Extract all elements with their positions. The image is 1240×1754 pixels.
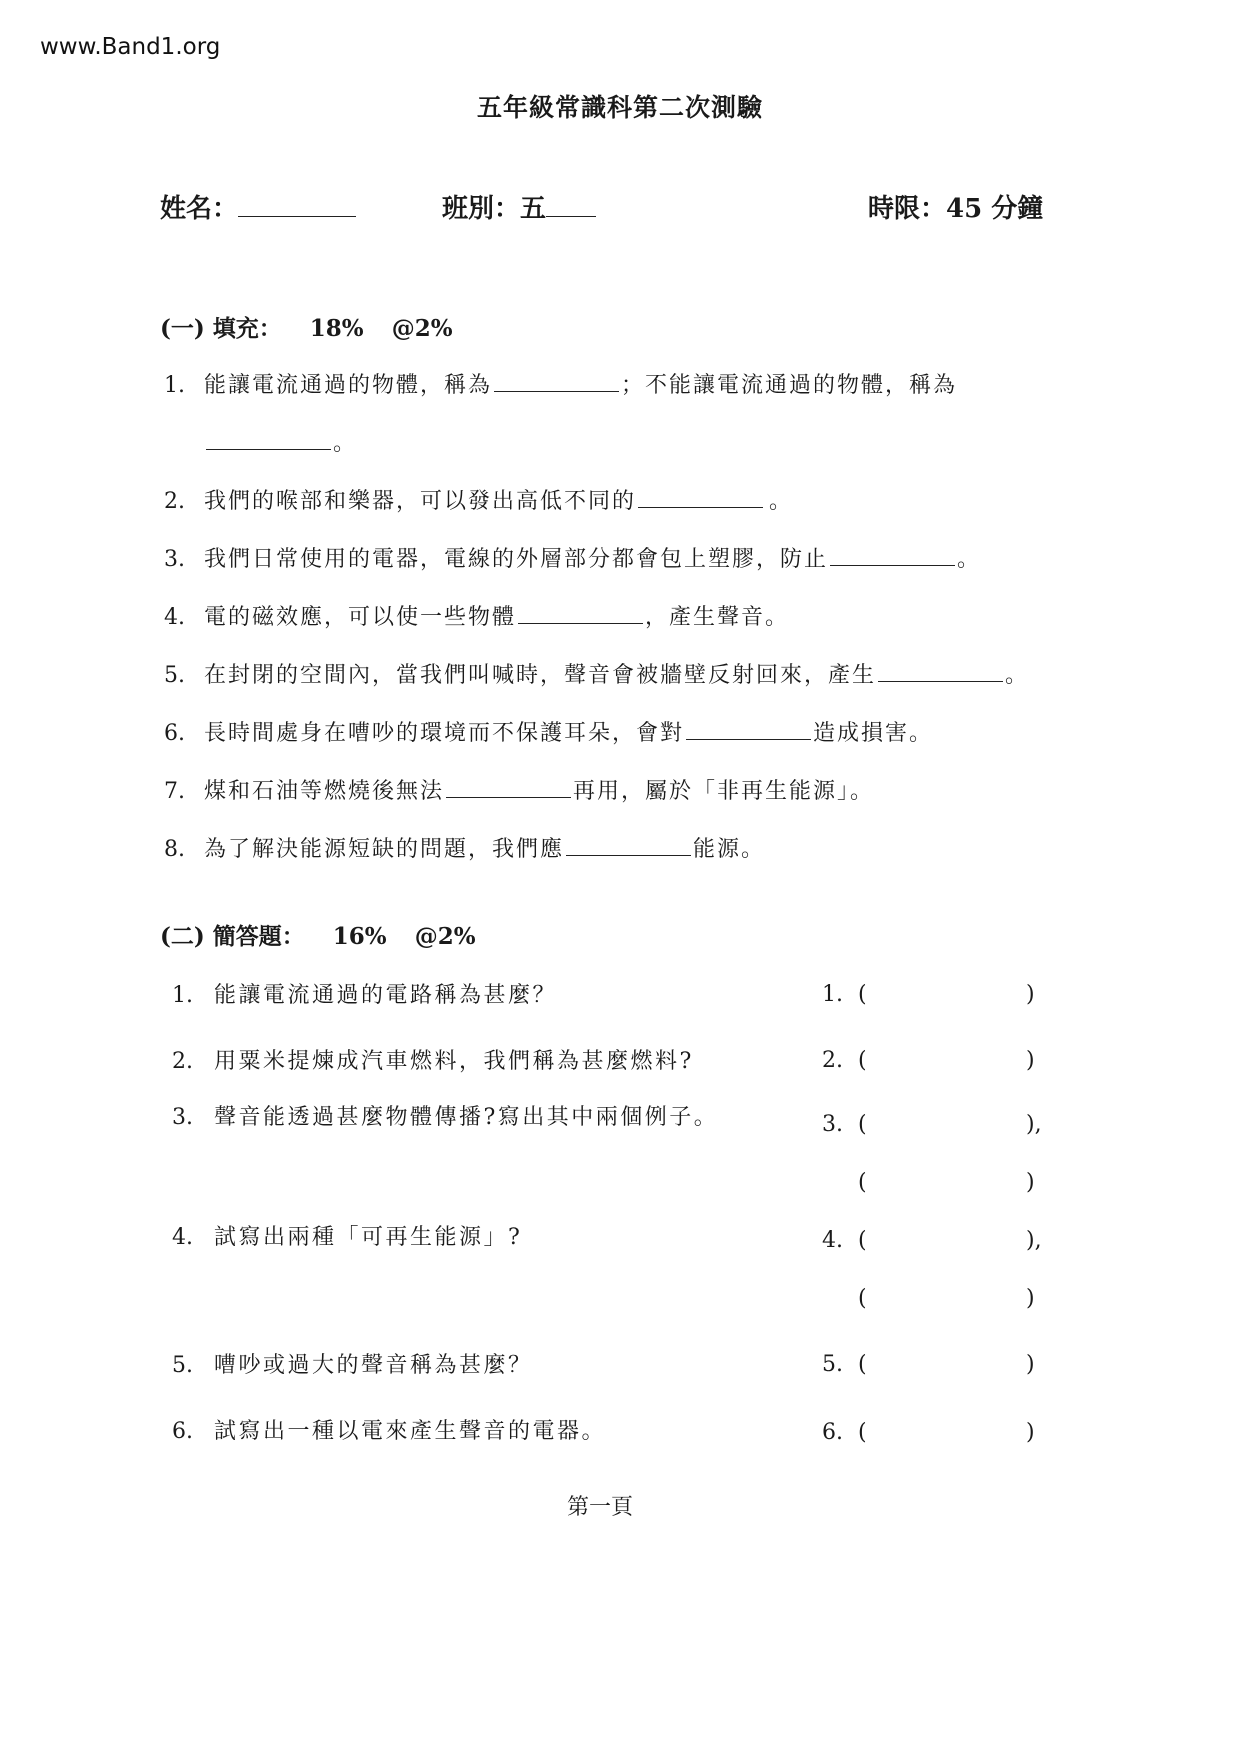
answer-blank[interactable] [830, 543, 955, 566]
section2-each: @2% [414, 923, 476, 950]
section1-label: (一) 填充： [160, 315, 282, 342]
short-question-5: 5. 嘈吵或過大的聲音稱為甚麼？ [172, 1353, 533, 1378]
fill-question-6: 6. 長時間處身在嘈吵的環境而不保護耳朵，會對 造成損害。 [164, 716, 933, 747]
short-question-3: 3. 聲音能透過甚麼物體傳播?寫出其中兩個例子。 [172, 1105, 719, 1130]
fill-question-1: 1. 能讓電流通過的物體，稱為 ；不能讓電流通過的物體，稱為 [164, 368, 957, 399]
answer-blank[interactable] [446, 775, 571, 798]
name-field [160, 188, 356, 225]
section2-score: 16% [332, 923, 387, 950]
answer-bracket-3b[interactable]: ( ) [858, 1170, 1035, 1195]
section1-score: 18% [309, 315, 364, 342]
short-question-2: 2. 用粟米提煉成汽車燃料，我們稱為甚麼燃料? [172, 1049, 694, 1074]
answer-blank[interactable] [638, 485, 763, 508]
answer-bracket-4b[interactable]: ( ) [858, 1286, 1035, 1311]
answer-bracket-6[interactable]: 6. ( ) [822, 1420, 1035, 1445]
class-blank[interactable] [546, 190, 596, 217]
fill-question-8: 8. 為了解決能源短缺的問題，我們應 能源。 [164, 832, 765, 863]
section1-heading [160, 310, 453, 343]
fill-question-7: 7. 煤和石油等燃燒後無法 再用，屬於「非再生能源」。 [164, 774, 874, 805]
class-label: 班別：五 [442, 194, 547, 224]
fill-question-4: 4. 電的磁效應，可以使一些物體 ，產生聲音。 [164, 600, 789, 631]
answer-blank[interactable] [566, 833, 691, 856]
answer-bracket-2[interactable]: 2. ( ) [822, 1048, 1035, 1073]
exam-title: 五年級常識科第二次測驗 [476, 93, 763, 122]
class-field [442, 188, 596, 225]
answer-blank[interactable] [206, 427, 331, 450]
fill-question-3: 3. 我們日常使用的電器，電線的外層部分都會包上塑膠，防止 。 [164, 542, 981, 573]
fill-question-1-cont: 。 [164, 426, 357, 457]
answer-blank[interactable] [878, 659, 1003, 682]
short-question-1: 1. 能讓電流通過的電路稱為甚麼？ [172, 983, 558, 1008]
answer-bracket-4a[interactable]: 4. ( ), [822, 1228, 1042, 1253]
time-limit [868, 188, 1043, 225]
section2-heading [160, 918, 476, 951]
fill-question-2: 2. 我們的喉部和樂器，可以發出高低不同的 。 [164, 484, 793, 515]
name-blank[interactable] [238, 190, 356, 217]
section2-label: (二) 簡答題： [160, 923, 305, 950]
website-watermark: www.Band1.org [40, 34, 221, 60]
section1-each: @2% [391, 315, 453, 342]
answer-blank[interactable] [518, 601, 643, 624]
fill-question-5: 5. 在封閉的空間內，當我們叫喊時，聲音會被牆壁反射回來，產生 。 [164, 658, 1029, 689]
short-question-4: 4. 試寫出兩種「可再生能源」? [172, 1225, 523, 1250]
answer-bracket-3a[interactable]: 3. ( ), [822, 1112, 1042, 1137]
answer-bracket-5[interactable]: 5. ( ) [822, 1352, 1035, 1377]
page-number: 第一頁 [566, 1495, 633, 1520]
time-limit-label: 時限：45 分鐘 [868, 194, 1044, 224]
short-question-6: 6. 試寫出一種以電來產生聲音的電器。 [172, 1419, 607, 1444]
answer-blank[interactable] [494, 369, 619, 392]
answer-bracket-1[interactable]: 1. ( ) [822, 982, 1035, 1007]
answer-blank[interactable] [686, 717, 811, 740]
name-label: 姓名： [160, 194, 239, 224]
